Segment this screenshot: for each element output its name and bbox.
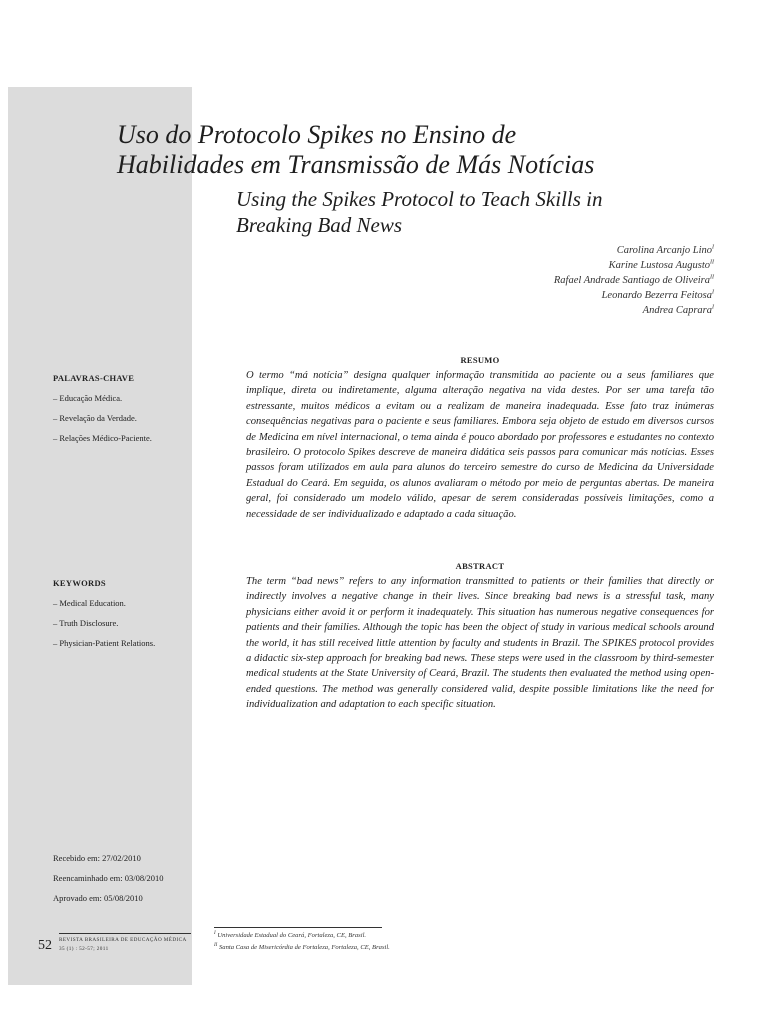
resubmitted-date: Reencaminhado em: 03/08/2010	[53, 873, 164, 883]
author: Karine Lustosa Augusto$^{II}$	[608, 259, 714, 271]
title-en-line-1: Using the Spikes Protocol to Teach Skills in	[236, 187, 603, 211]
resumo-text: O termo “má notícia” designa qualquer informação transmitida ao paciente ou a seus familiares que implique, direta ou indiretamente, alguma alteração negativa na vida destes. Por ser uma tarefa tão estressante, muitos médicos a evitam ou a realizam de maneira inadequada. Esse fato traz inúmeras consequências negativas para o paciente e seus familiares. Embora seja objeto de estudo em diversos cursos de Medicina em nível internacional, o tema ainda é pouco abordado por professores e estudantes no contexto brasileiro. O protocolo Spikes descreve de maneira didática seis passos para comunicar más notícias. Esses passos foram utilizados em aula para alunos do terceiro semestre do curso de Medicina da Universidade Estadual do Ceará. Em seguida, os alunos avaliaram o método por meio de perguntas abertas. De maneira geral, foi considerado um modelo válido, apesar de serem consideradas possíveis limitações, como a necessidade de ser individualizado e adaptado a cada situação.	[246, 370, 714, 520]
resumo-heading: RESUMO	[460, 355, 500, 365]
keywords-en-block	[53, 578, 193, 658]
received-date: Recebido em: 27/02/2010	[53, 853, 141, 863]
author: Andrea Caprara$^I$	[642, 304, 714, 316]
keyword-item: – Relações Médico-Paciente.	[53, 433, 152, 443]
abstract-text: The term “bad news” refers to any information transmitted to patients or their families that directly or indirectly involves a negative change in their lives. Since breaking bad news is a stressful task, many physicians either avoid it or perform it inadequately. This situation has numerous negative consequences for patients and their families. Although the topic has been the object of study in various medical schools around the world, it has still received little attention by faculty and students in Brazil. The SPIKES protocol provides a didactic six-step approach for breaking bad news. These steps were used in the classroom by third-semester medical students at the State University of Ceará, Brazil. The students then evaluated the method using open-ended questions. The method was generally considered valid, despite possible limitations like the need for individualization and adaptation to each specific situation.	[246, 576, 714, 711]
journal-info	[59, 933, 191, 954]
footnote-divider	[214, 927, 382, 928]
author: Rafael Andrade Santiago de Oliveira$^{II}$	[553, 274, 714, 286]
keywords-pt-block	[53, 373, 193, 453]
keyword-item: – Medical Education.	[53, 598, 126, 608]
abstract-heading: ABSTRACT	[455, 561, 505, 571]
footnotes	[214, 930, 390, 954]
keyword-item: – Truth Disclosure.	[53, 618, 119, 628]
keyword-item: – Physician-Patient Relations.	[53, 638, 156, 648]
title-pt-line-1: Uso do Protocolo Spikes no Ensino de	[117, 120, 517, 149]
keyword-item: – Educação Médica.	[53, 393, 123, 403]
title-en-line-2: Breaking Bad News	[236, 213, 403, 237]
author: Leonardo Bezerra Feitosa$^I$	[601, 289, 714, 301]
title-pt-line-2: Habilidades em Transmissão de Más Notícias	[117, 150, 595, 179]
keywords-en-heading: KEYWORDS	[53, 578, 106, 588]
author: Carolina Arcanjo Lino$^I$	[616, 244, 714, 256]
keyword-item: – Revelação da Verdade.	[53, 413, 137, 423]
submission-dates	[53, 848, 163, 908]
footnote: $^I$ Universidade Estadual do Ceará, Fortaleza, CE, Brasil.	[214, 930, 367, 939]
page-number: 52	[38, 938, 52, 953]
keywords-pt-heading: PALAVRAS-CHAVE	[53, 373, 135, 383]
footnote: $^{II}$ Santa Casa de Misericórdia de Fortaleza, Fortaleza, CE, Brasil.	[214, 942, 390, 951]
author-list	[554, 243, 714, 318]
title-portuguese	[117, 120, 717, 180]
title-english	[236, 186, 716, 238]
approved-date: Aprovado em: 05/08/2010	[53, 893, 143, 903]
journal-name: REVISTA BRASILEIRA DE EDUCAÇÃO MÉDICA	[59, 937, 187, 943]
journal-issue: 35 (1) : 52-57; 2011	[59, 946, 109, 952]
